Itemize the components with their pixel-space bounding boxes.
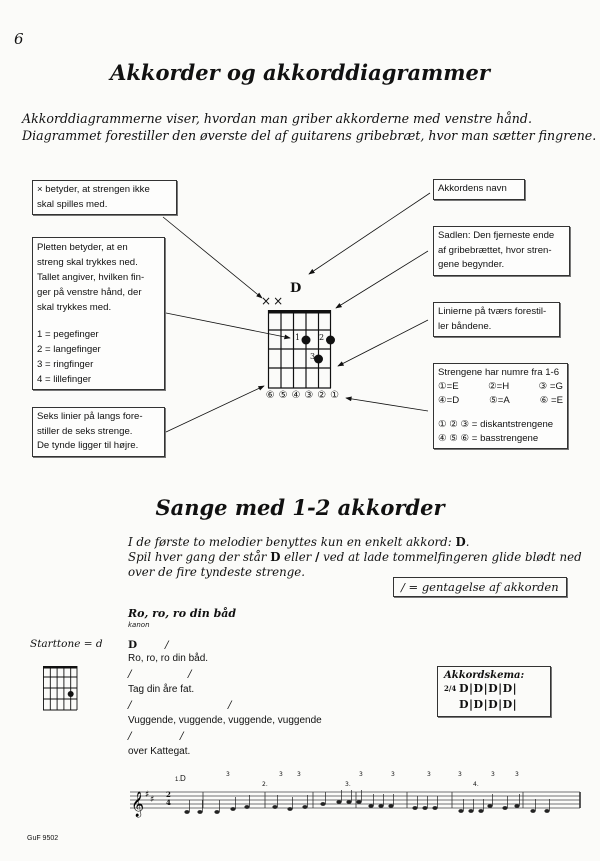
callout-line: Sadlen: Den fjerneste ende <box>438 230 555 241</box>
chord-symbol: D <box>128 639 138 651</box>
triplet-label: 3 <box>359 771 363 778</box>
slash-legend-box: / = gentagelse af akkorden <box>393 577 567 597</box>
chord-line <box>128 668 322 684</box>
song-title: Ro, ro, ro din båd <box>128 607 237 620</box>
nut-bar <box>268 310 331 314</box>
finger-legend-item: 3 = ringfinger <box>37 359 94 370</box>
chord-line <box>128 730 322 746</box>
muted-mark-icon: × <box>273 294 286 308</box>
string-number: ⑥ =E <box>539 395 563 406</box>
finger-dot <box>314 355 323 364</box>
note-head <box>272 805 277 809</box>
sharp-icon: ♯ <box>150 795 155 805</box>
schema-heading: Akkordskema: <box>444 670 525 681</box>
muted-mark-icon: × <box>261 294 274 308</box>
arrow-dot-meaning <box>166 313 290 338</box>
intro-line: Akkorddiagrammerne viser, hvordan man griber akkorderne med venstre hånd. <box>22 111 532 126</box>
callout-line: Akkordens navn <box>438 183 507 194</box>
entry-number: 1. <box>175 777 181 783</box>
callout-line: × betyder, at strengen ikke <box>37 184 150 195</box>
arrow-x-meaning <box>163 217 262 298</box>
page-number: 6 <box>14 30 24 48</box>
note-head <box>530 809 535 813</box>
triplet-label: 3 <box>515 771 519 778</box>
time-sig-top: 2 <box>166 790 171 799</box>
chord-repeat: / <box>180 730 184 742</box>
start-note-dot <box>68 691 74 697</box>
schema-row: D|D|D|D| <box>459 682 518 695</box>
notes <box>184 790 549 814</box>
staff-chord-symbol: D <box>180 774 186 783</box>
finger-dot <box>326 336 335 345</box>
chord-repeat: / <box>165 639 169 651</box>
muted-string-marks <box>261 294 285 308</box>
note-head <box>458 809 463 813</box>
callout-line: gene begynder. <box>438 259 505 270</box>
note-head <box>544 809 549 813</box>
string-label: ⑤ <box>278 390 288 401</box>
chord-name-label: D <box>290 281 302 296</box>
note-head <box>302 805 307 809</box>
note-head <box>378 804 383 808</box>
lyric-line: over Kattegat. <box>128 746 191 757</box>
intro-line: over de fire tyndeste strenge. <box>128 565 306 579</box>
finger-legend-item: 4 = lillefinger <box>37 374 92 385</box>
lyric-line: Ro, ro, ro din båd. <box>128 653 209 664</box>
song-subtitle: kanon <box>128 621 150 629</box>
triplet-label: 3 <box>297 771 301 778</box>
start-tone-diagram <box>42 665 82 711</box>
arrow-frets <box>338 320 428 366</box>
string-number: ③ =G <box>538 381 563 392</box>
bass-strings-note: ④ ⑤ ⑥ = basstrengene <box>438 433 539 444</box>
triplet-label: 3 <box>458 771 462 778</box>
footer-code: GuF 9502 <box>27 835 59 842</box>
triplet-label: 3 <box>226 771 230 778</box>
note-head <box>214 810 219 814</box>
songs-intro <box>128 535 582 580</box>
string-label: ④ <box>291 390 301 401</box>
intro-line: I de første to melodier benyttes kun en enkelt akkord: D. <box>128 535 470 549</box>
string-number: ①=E <box>438 381 459 392</box>
arrow-nut <box>336 251 428 308</box>
callout-line: Seks linier på langs fore- <box>37 411 143 422</box>
callout-line: af gribebrættet, hvor stren- <box>438 244 552 256</box>
arrow-string-numbers <box>346 398 428 411</box>
entry-number: 4. <box>473 781 479 788</box>
note-head <box>412 806 417 810</box>
staff-lines <box>130 792 580 808</box>
note-head <box>197 810 202 814</box>
finger-label: 3 <box>310 352 316 361</box>
music-staff <box>125 780 585 820</box>
note-head <box>244 805 249 809</box>
string-number: ⑤=A <box>489 395 510 406</box>
schema-rows <box>444 681 544 713</box>
finger-dot <box>302 336 311 345</box>
time-sig-bottom: 4 <box>166 798 171 807</box>
callout-line: Linierne på tværs forestil- <box>438 306 547 317</box>
intro-line: Diagrammet forestiller den øverste del af guitarens gribebræt, hvor man sætter fingrene. <box>22 128 597 143</box>
chord-line <box>128 639 322 653</box>
chord-repeat: / <box>128 699 132 711</box>
string-label: ③ <box>304 390 314 401</box>
note-head <box>514 804 519 808</box>
string-number: ②=H <box>488 381 510 392</box>
finger-label: 2 <box>319 333 325 342</box>
callout-line: skal trykkes med. <box>37 302 112 313</box>
lyric-block <box>128 639 322 757</box>
finger-legend-item: 1 = pegefinger <box>37 329 99 340</box>
lyric-line: Vuggende, vuggende, vuggende, vuggende <box>128 715 322 726</box>
lyric-line: Tag din åre fat. <box>128 684 195 695</box>
callout-heading: Strengene har numre fra 1-6 <box>438 367 560 378</box>
string-label: ⑥ <box>265 390 275 401</box>
callout-line: ler båndene. <box>438 320 492 332</box>
sharp-icon: ♯ <box>145 790 150 800</box>
chord-repeat: / <box>128 730 132 742</box>
note-head <box>230 807 235 811</box>
start-tone: Starttone = d <box>30 638 103 650</box>
note-head <box>356 800 361 804</box>
fretboard <box>268 310 335 388</box>
string-label: ② <box>317 390 327 401</box>
schema-time-signature: 2/4 <box>444 684 457 693</box>
treble-strings-note: ① ② ③ = diskantstrengene <box>438 419 554 430</box>
note-head <box>487 804 492 808</box>
callout-line: skal spilles med. <box>37 198 108 210</box>
section-title-chords: Akkorder og akkorddiagrammer <box>110 60 490 85</box>
note-head <box>478 809 483 813</box>
chord-line <box>128 699 322 715</box>
chord-repeat: / <box>228 699 232 711</box>
note-head <box>368 804 373 808</box>
staff-chord <box>175 774 186 783</box>
entry-number: 3. <box>345 781 351 788</box>
intro-line: Spil hver gang der står D eller / ved at lade tommelfingeren glide blødt ned <box>128 550 582 564</box>
note-head <box>320 802 325 806</box>
section-title-songs: Sange med 1-2 akkorder <box>155 495 445 520</box>
note-head <box>432 806 437 810</box>
callout-line: De tynde ligger til højre. <box>37 440 139 451</box>
callout-line: streng skal trykkes ned. <box>37 257 138 268</box>
string-label: ① <box>330 390 340 401</box>
entry-number: 2. <box>262 781 268 788</box>
finger-legend-item: 2 = langefinger <box>37 344 101 355</box>
triplet-label: 3 <box>279 771 283 778</box>
chord-repeat: / <box>128 668 132 680</box>
arrow-strings-lines <box>166 386 264 432</box>
triplet-label: 3 <box>491 771 495 778</box>
callout-line: Pletten betyder, at en <box>37 242 128 253</box>
note-head <box>388 804 393 808</box>
callout-line: stiller de seks strenge. <box>37 425 133 437</box>
note-head <box>184 810 189 814</box>
string-labels <box>264 390 341 401</box>
triplet-label: 3 <box>427 771 431 778</box>
note-head <box>502 806 507 810</box>
string-number: ④=D <box>438 395 460 406</box>
staff-time-signature <box>166 791 171 807</box>
chord-schema-box <box>437 666 551 717</box>
callout-line: ger på venstre hånd, der <box>37 287 142 298</box>
triplet-label: 3 <box>391 771 395 778</box>
arrow-chord-name <box>309 193 430 274</box>
note-head <box>422 806 427 810</box>
note-head <box>468 809 473 813</box>
treble-clef-icon: 𝄞 <box>131 792 145 817</box>
schema-row: D|D|D|D| <box>459 698 518 711</box>
callout-line: Tallet angiver, hvilken fin- <box>37 272 145 283</box>
note-head <box>346 800 351 804</box>
note-head <box>287 807 292 811</box>
chord-repeat: / <box>188 668 192 680</box>
finger-label: 1 <box>295 333 301 342</box>
note-head <box>336 800 341 804</box>
